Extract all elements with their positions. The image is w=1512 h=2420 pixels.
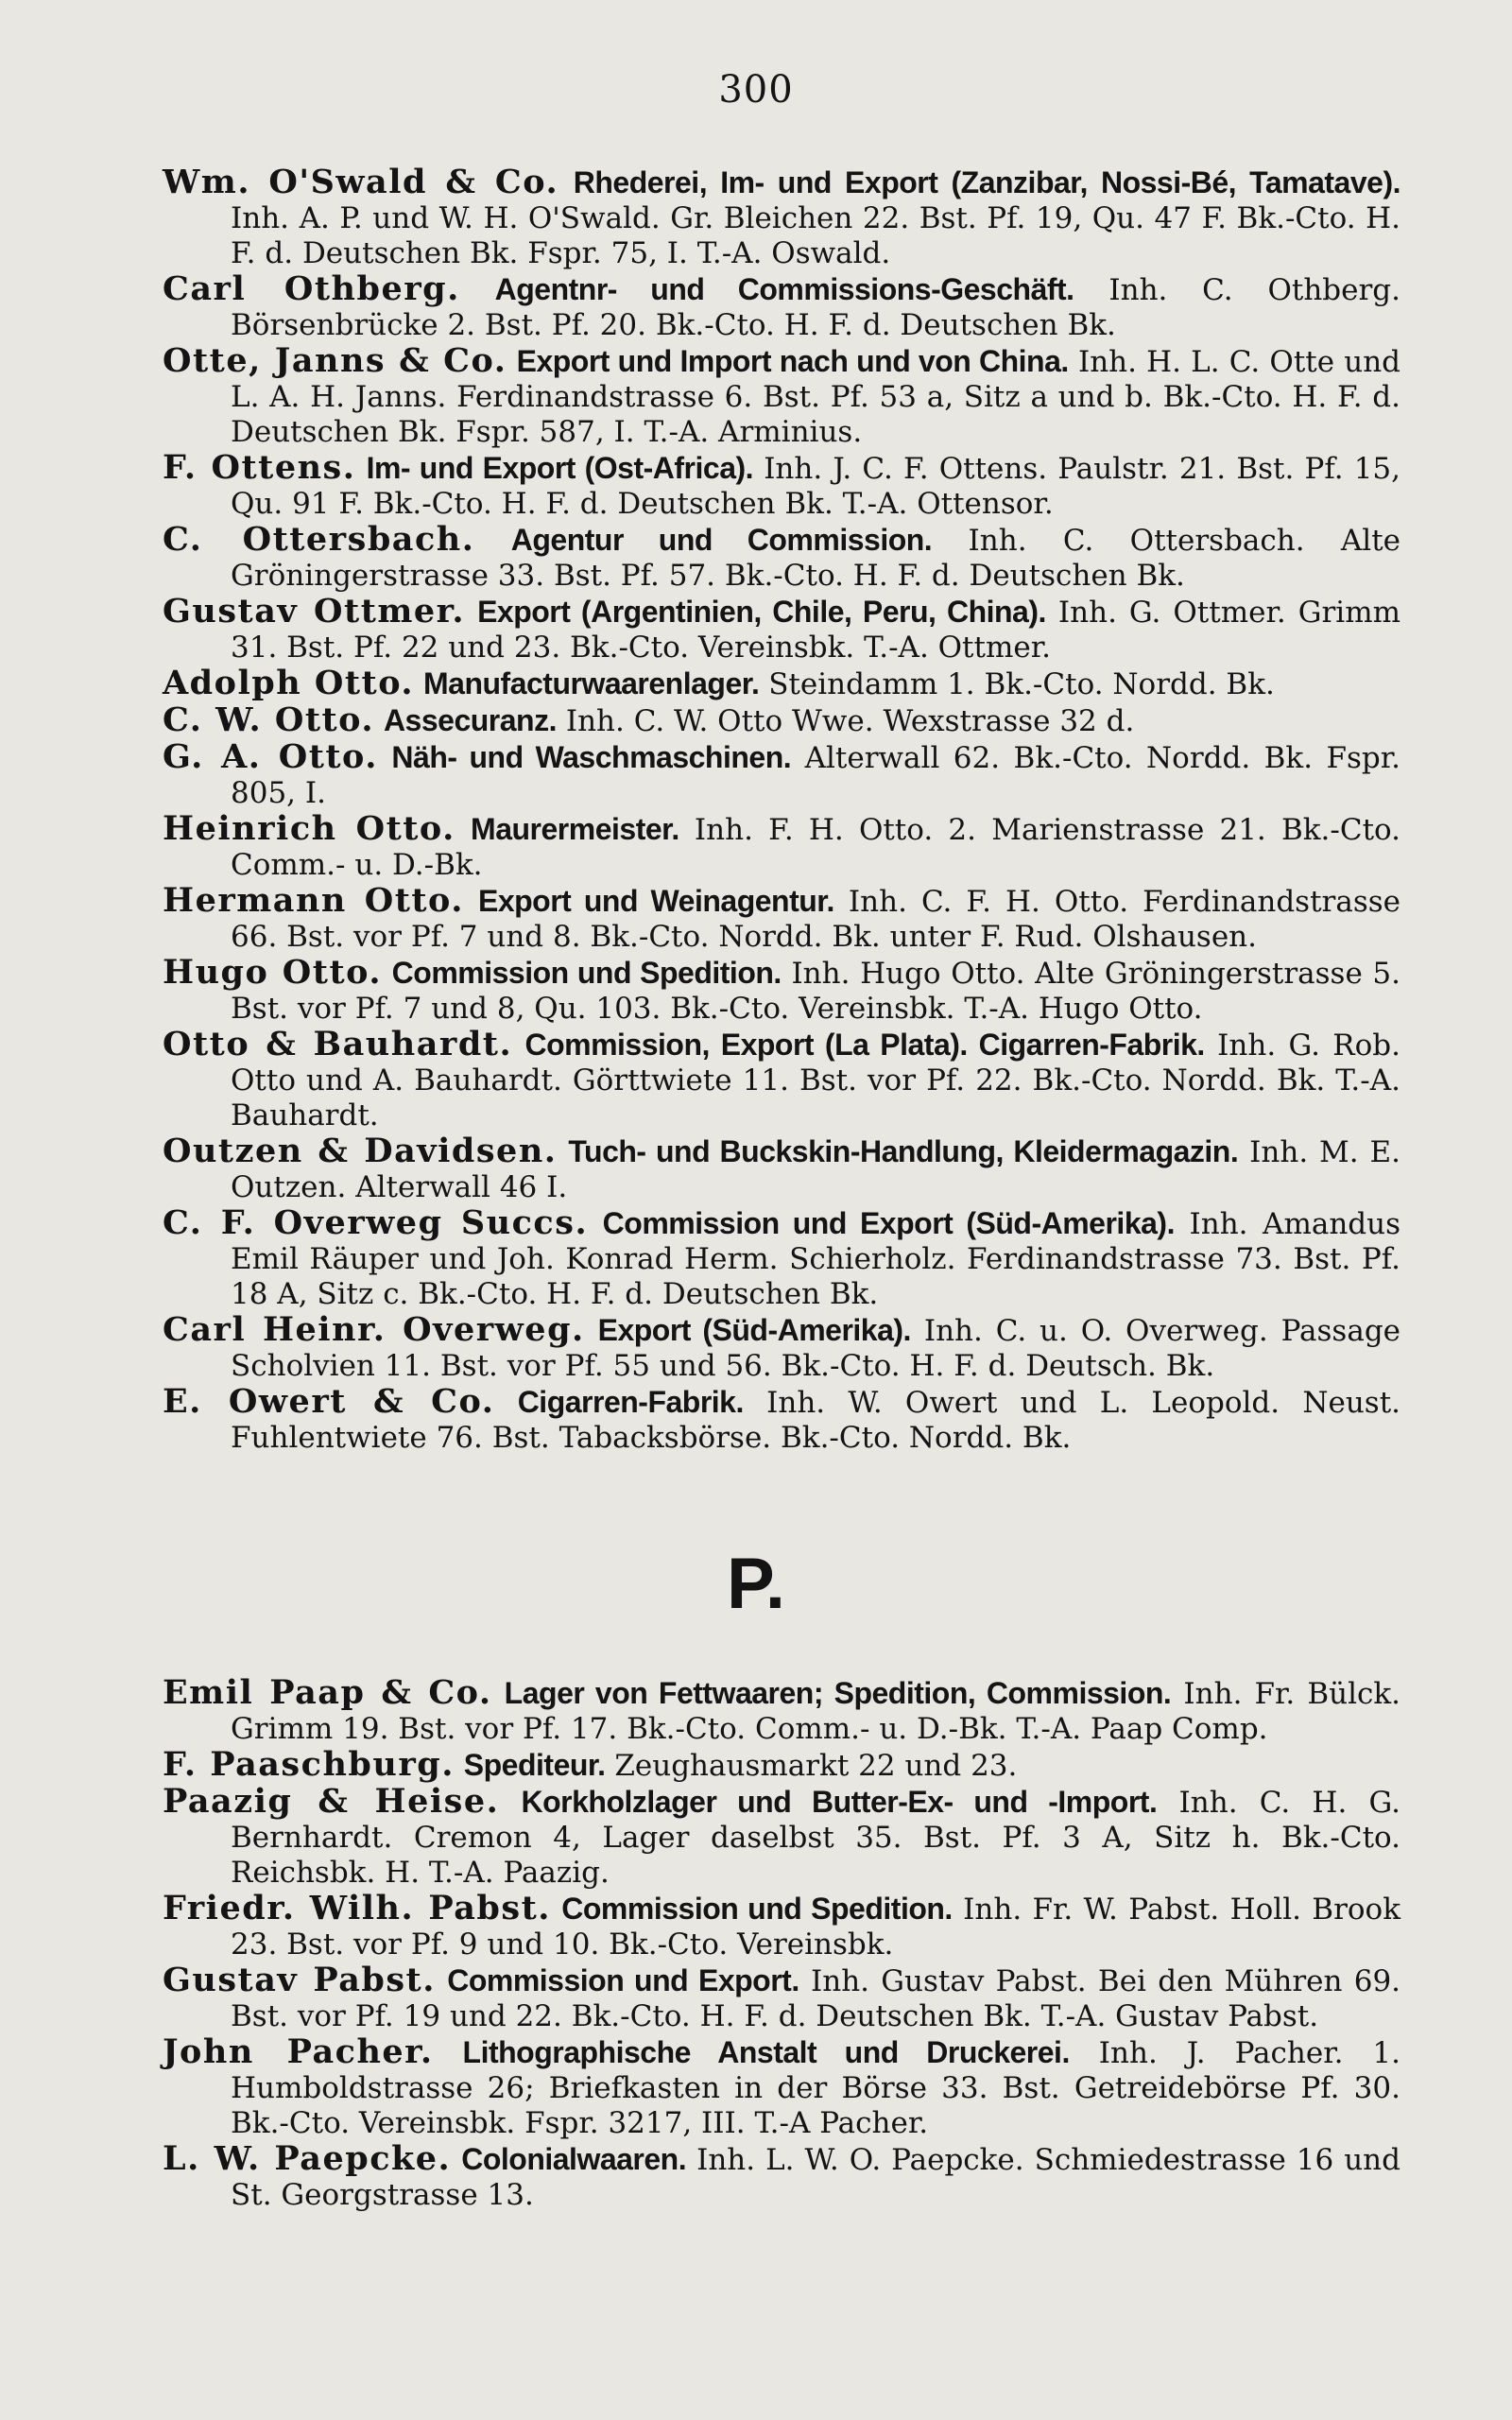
entry-firm-name: Outzen & Davidsen. <box>163 1132 558 1170</box>
entry-firm-name: Hermann Otto. <box>163 881 464 920</box>
entry-business-type: Commission und Spedition. <box>391 956 782 990</box>
entry-business-type: Agentur und Commission. <box>510 523 933 557</box>
entry-details: Inh. H. L. C. Otte und L. A. H. Janns. Ferdinandstrasse 6. Bst. Pf. 53 a, Sitz a und b. Bk.-Cto. H. F. d. Deutschen Bk. Fspr. 587, I. T.-A. Arminius. <box>231 345 1401 449</box>
entry-firm-name: Wm. O'Swald & Co. <box>163 163 559 201</box>
entry-business-type: Lithographische Anstalt und Druckerei. <box>462 2035 1070 2069</box>
entry-business-type: Korkholzlager und Butter-Ex- und -Import. <box>521 1785 1158 1819</box>
directory-entry <box>163 739 1400 811</box>
entry-business-type: Commission, Export (La Plata). Cigarren-Fabrik. <box>524 1028 1205 1062</box>
directory-entry <box>163 2034 1400 2141</box>
entry-firm-name: Otto & Bauhardt. <box>163 1025 513 1063</box>
entry-details: Inh. C. F. H. Otto. Ferdinandstrasse 66. Bst. vor Pf. 7 und 8. Bk.-Cto. Nordd. Bk. unter F. Rud. Olshausen. <box>231 885 1400 954</box>
entry-firm-name: C. Ottersbach. <box>163 520 475 559</box>
directory-entry <box>163 955 1400 1027</box>
directory-entry <box>163 271 1400 343</box>
entry-firm-name: C. W. Otto. <box>163 700 375 739</box>
directory-entry <box>163 343 1400 450</box>
entry-business-type: Commission und Export. <box>447 1963 799 1997</box>
entry-firm-name: John Pacher. <box>163 2032 434 2071</box>
entry-firm-name: Paazig & Heise. <box>163 1782 500 1821</box>
entry-business-type: Im- und Export (Ost-Africa). <box>366 451 754 485</box>
entry-firm-name: Gustav Ottmer. <box>163 592 466 631</box>
directory-entry <box>163 666 1400 702</box>
entry-business-type: Colonialwaaren. <box>461 2142 687 2176</box>
section-letter-heading: P. <box>726 1544 785 1624</box>
entry-details: Inh. Gustav Pabst. Bei den Mühren 69. Bst. vor Pf. 19 und 22. Bk.-Cto. H. F. d. Deutschen Bk. T.-A. Gustav Pabst. <box>231 1964 1401 2033</box>
entry-details: Inh. C. W. Otto Wwe. Wexstrasse 32 d. <box>565 704 1135 738</box>
entry-firm-name: F. Paaschburg. <box>163 1745 455 1784</box>
entry-firm-name: C. F. Overweg Succs. <box>163 1203 589 1242</box>
entry-details: Inh. G. Ottmer. Grimm 31. Bst. Pf. 22 und 23. Bk.-Cto. Vereinsbk. T.-A. Ottmer. <box>231 596 1401 665</box>
entry-details: Inh. C. Ottersbach. Alte Gröningerstrasse 33. Bst. Pf. 57. Bk.-Cto. H. F. d. Deutschen Bk. <box>231 524 1400 593</box>
directory-entry <box>163 1784 1400 1891</box>
directory-section-p <box>163 1675 1400 2213</box>
entry-business-type: Rhederei, Im- und Export (Zanzibar, Nossi-Bé, Tamatave). <box>573 165 1400 199</box>
entry-firm-name: Carl Heinr. Overweg. <box>163 1310 585 1349</box>
directory-entry <box>163 702 1400 739</box>
directory-entry <box>163 164 1400 271</box>
directory-entry <box>163 1133 1400 1205</box>
entry-details: Inh. G. Rob. Otto und A. Bauhardt. Görttwiete 11. Bst. vor Pf. 22. Bk.-Cto. Nordd. Bk. T.-A. Bauhardt. <box>231 1028 1401 1132</box>
directory-entry <box>163 594 1400 666</box>
entry-details: Inh. J. C. F. Ottens. Paulstr. 21. Bst. Pf. 15, Qu. 91 F. Bk.-Cto. H. F. d. Deutschen Bk. T.-A. Ottensor. <box>231 452 1400 521</box>
entry-business-type: Commission und Spedition. <box>561 1892 953 1926</box>
directory-entry <box>163 1675 1400 1747</box>
directory-entry <box>163 2141 1400 2213</box>
entry-details: Inh. C. Othberg. Börsenbrücke 2. Bst. Pf. 20. Bk.-Cto. H. F. d. Deutschen Bk. <box>231 273 1400 342</box>
entry-business-type: Agentnr- und Commissions-Geschäft. <box>494 272 1074 306</box>
entry-firm-name: G. A. Otto. <box>163 737 378 776</box>
entry-business-type: Näh- und Waschmaschinen. <box>391 740 792 774</box>
entry-business-type: Spediteur. <box>463 1748 606 1782</box>
entry-firm-name: Otte, Janns & Co. <box>163 341 507 380</box>
entry-details: Inh. Hugo Otto. Alte Gröningerstrasse 5. Bst. vor Pf. 7 und 8, Qu. 103. Bk.-Cto. Vereinsbk. T.-A. Hugo Otto. <box>231 957 1400 1026</box>
directory-entry <box>163 522 1400 594</box>
entry-business-type: Tuch- und Buckskin-Handlung, Kleidermagazin. <box>568 1134 1239 1168</box>
entry-details: Inh. A. P. und W. H. O'Swald. Gr. Bleichen 22. Bst. Pf. 19, Qu. 47 F. Bk.-Cto. H. F. d. Deutschen Bk. Fspr. 75, I. T.-A. Oswald. <box>231 201 1400 270</box>
entry-business-type: Cigarren-Fabrik. <box>517 1385 744 1419</box>
entry-business-type: Assecuranz. <box>383 703 557 737</box>
directory-entry <box>163 450 1400 522</box>
entry-firm-name: E. Owert & Co. <box>163 1382 495 1421</box>
entry-firm-name: L. W. Paepcke. <box>163 2139 452 2178</box>
entry-details: Inh. F. H. Otto. 2. Marienstrasse 21. Bk.-Cto. Comm.- u. D.-Bk. <box>231 813 1401 882</box>
directory-entry <box>163 1962 1400 2034</box>
entry-business-type: Manufacturwaarenlager. <box>422 666 760 700</box>
directory-entry <box>163 1205 1400 1312</box>
entry-details: Inh. W. Owert und L. Leopold. Neust. Fuhlentwiete 76. Bst. Tabacksbörse. Bk.-Cto. Nordd. Bk. <box>231 1386 1401 1455</box>
entry-details: Inh. L. W. O. Paepcke. Schmiedestrasse 16 und St. Georgstrasse 13. <box>231 2143 1400 2212</box>
directory-entry <box>163 883 1400 955</box>
directory-entry <box>163 1747 1400 1784</box>
entry-business-type: Export und Weinagentur. <box>477 884 834 918</box>
entry-details: Inh. Amandus Emil Räuper und Joh. Konrad Herm. Schierholz. Ferdinandstrasse 73. Bst. Pf. 18 A, Sitz c. Bk.-Cto. H. F. d. Deutschen Bk. <box>231 1207 1401 1311</box>
page-number: 300 <box>718 68 794 112</box>
entry-firm-name: Heinrich Otto. <box>163 809 455 848</box>
entry-firm-name: Gustav Pabst. <box>163 1961 436 1999</box>
entry-business-type: Commission und Export (Süd-Amerika). <box>602 1206 1175 1240</box>
entry-firm-name: Carl Othberg. <box>163 269 460 308</box>
entry-details: Inh. Fr. Bülck. Grimm 19. Bst. vor Pf. 17. Bk.-Cto. Comm.- u. D.-Bk. T.-A. Paap Comp. <box>231 1677 1401 1746</box>
directory-entry <box>163 1312 1400 1384</box>
entry-business-type: Export (Argentinien, Chile, Peru, China). <box>477 595 1046 629</box>
entry-firm-name: Friedr. Wilh. Pabst. <box>163 1889 551 1927</box>
entry-details: Inh. C. u. O. Overweg. Passage Scholvien 11. Bst. vor Pf. 55 und 56. Bk.-Cto. H. F. d. Deutsch. Bk. <box>231 1314 1401 1383</box>
directory-entry <box>163 811 1400 883</box>
entry-firm-name: F. Ottens. <box>163 448 356 487</box>
entry-details: Steindamm 1. Bk.-Cto. Nordd. Bk. <box>768 667 1275 701</box>
entry-details: Inh. C. H. G. Bernhardt. Cremon 4, Lager daselbst 35. Bst. Pf. 3 A, Sitz h. Bk.-Cto. Reichsbk. H. T.-A. Paazig. <box>231 1786 1401 1890</box>
entry-details: Inh. M. E. Outzen. Alterwall 46 I. <box>231 1135 1401 1204</box>
directory-entry <box>163 1891 1400 1962</box>
entry-firm-name: Adolph Otto. <box>163 664 415 702</box>
directory-entry <box>163 1384 1400 1456</box>
entry-business-type: Export (Süd-Amerika). <box>597 1313 911 1347</box>
entry-details: Alterwall 62. Bk.-Cto. Nordd. Bk. Fspr. 805, I. <box>231 741 1401 810</box>
entry-details: Inh. Fr. W. Pabst. Holl. Brook 23. Bst. vor Pf. 9 und 10. Bk.-Cto. Vereinsbk. <box>231 1893 1400 1962</box>
entry-business-type: Lager von Fettwaaren; Spedition, Commission. <box>504 1676 1172 1710</box>
entry-firm-name: Hugo Otto. <box>163 953 383 992</box>
entry-business-type: Export und Import nach und von China. <box>516 344 1069 378</box>
directory-entry <box>163 1027 1400 1133</box>
entry-firm-name: Emil Paap & Co. <box>163 1673 492 1712</box>
entry-details: Inh. J. Pacher. 1. Humboldstrasse 26; Briefkasten in der Börse 33. Bst. Getreidebörse Pf. 30. Bk.-Cto. Vereinsbk. Fspr. 3217, III. T.-A Pacher. <box>231 2036 1400 2140</box>
directory-section-o <box>163 164 1400 1456</box>
entry-business-type: Maurermeister. <box>471 812 679 846</box>
entry-details: Zeughausmarkt 22 und 23. <box>614 1749 1018 1783</box>
